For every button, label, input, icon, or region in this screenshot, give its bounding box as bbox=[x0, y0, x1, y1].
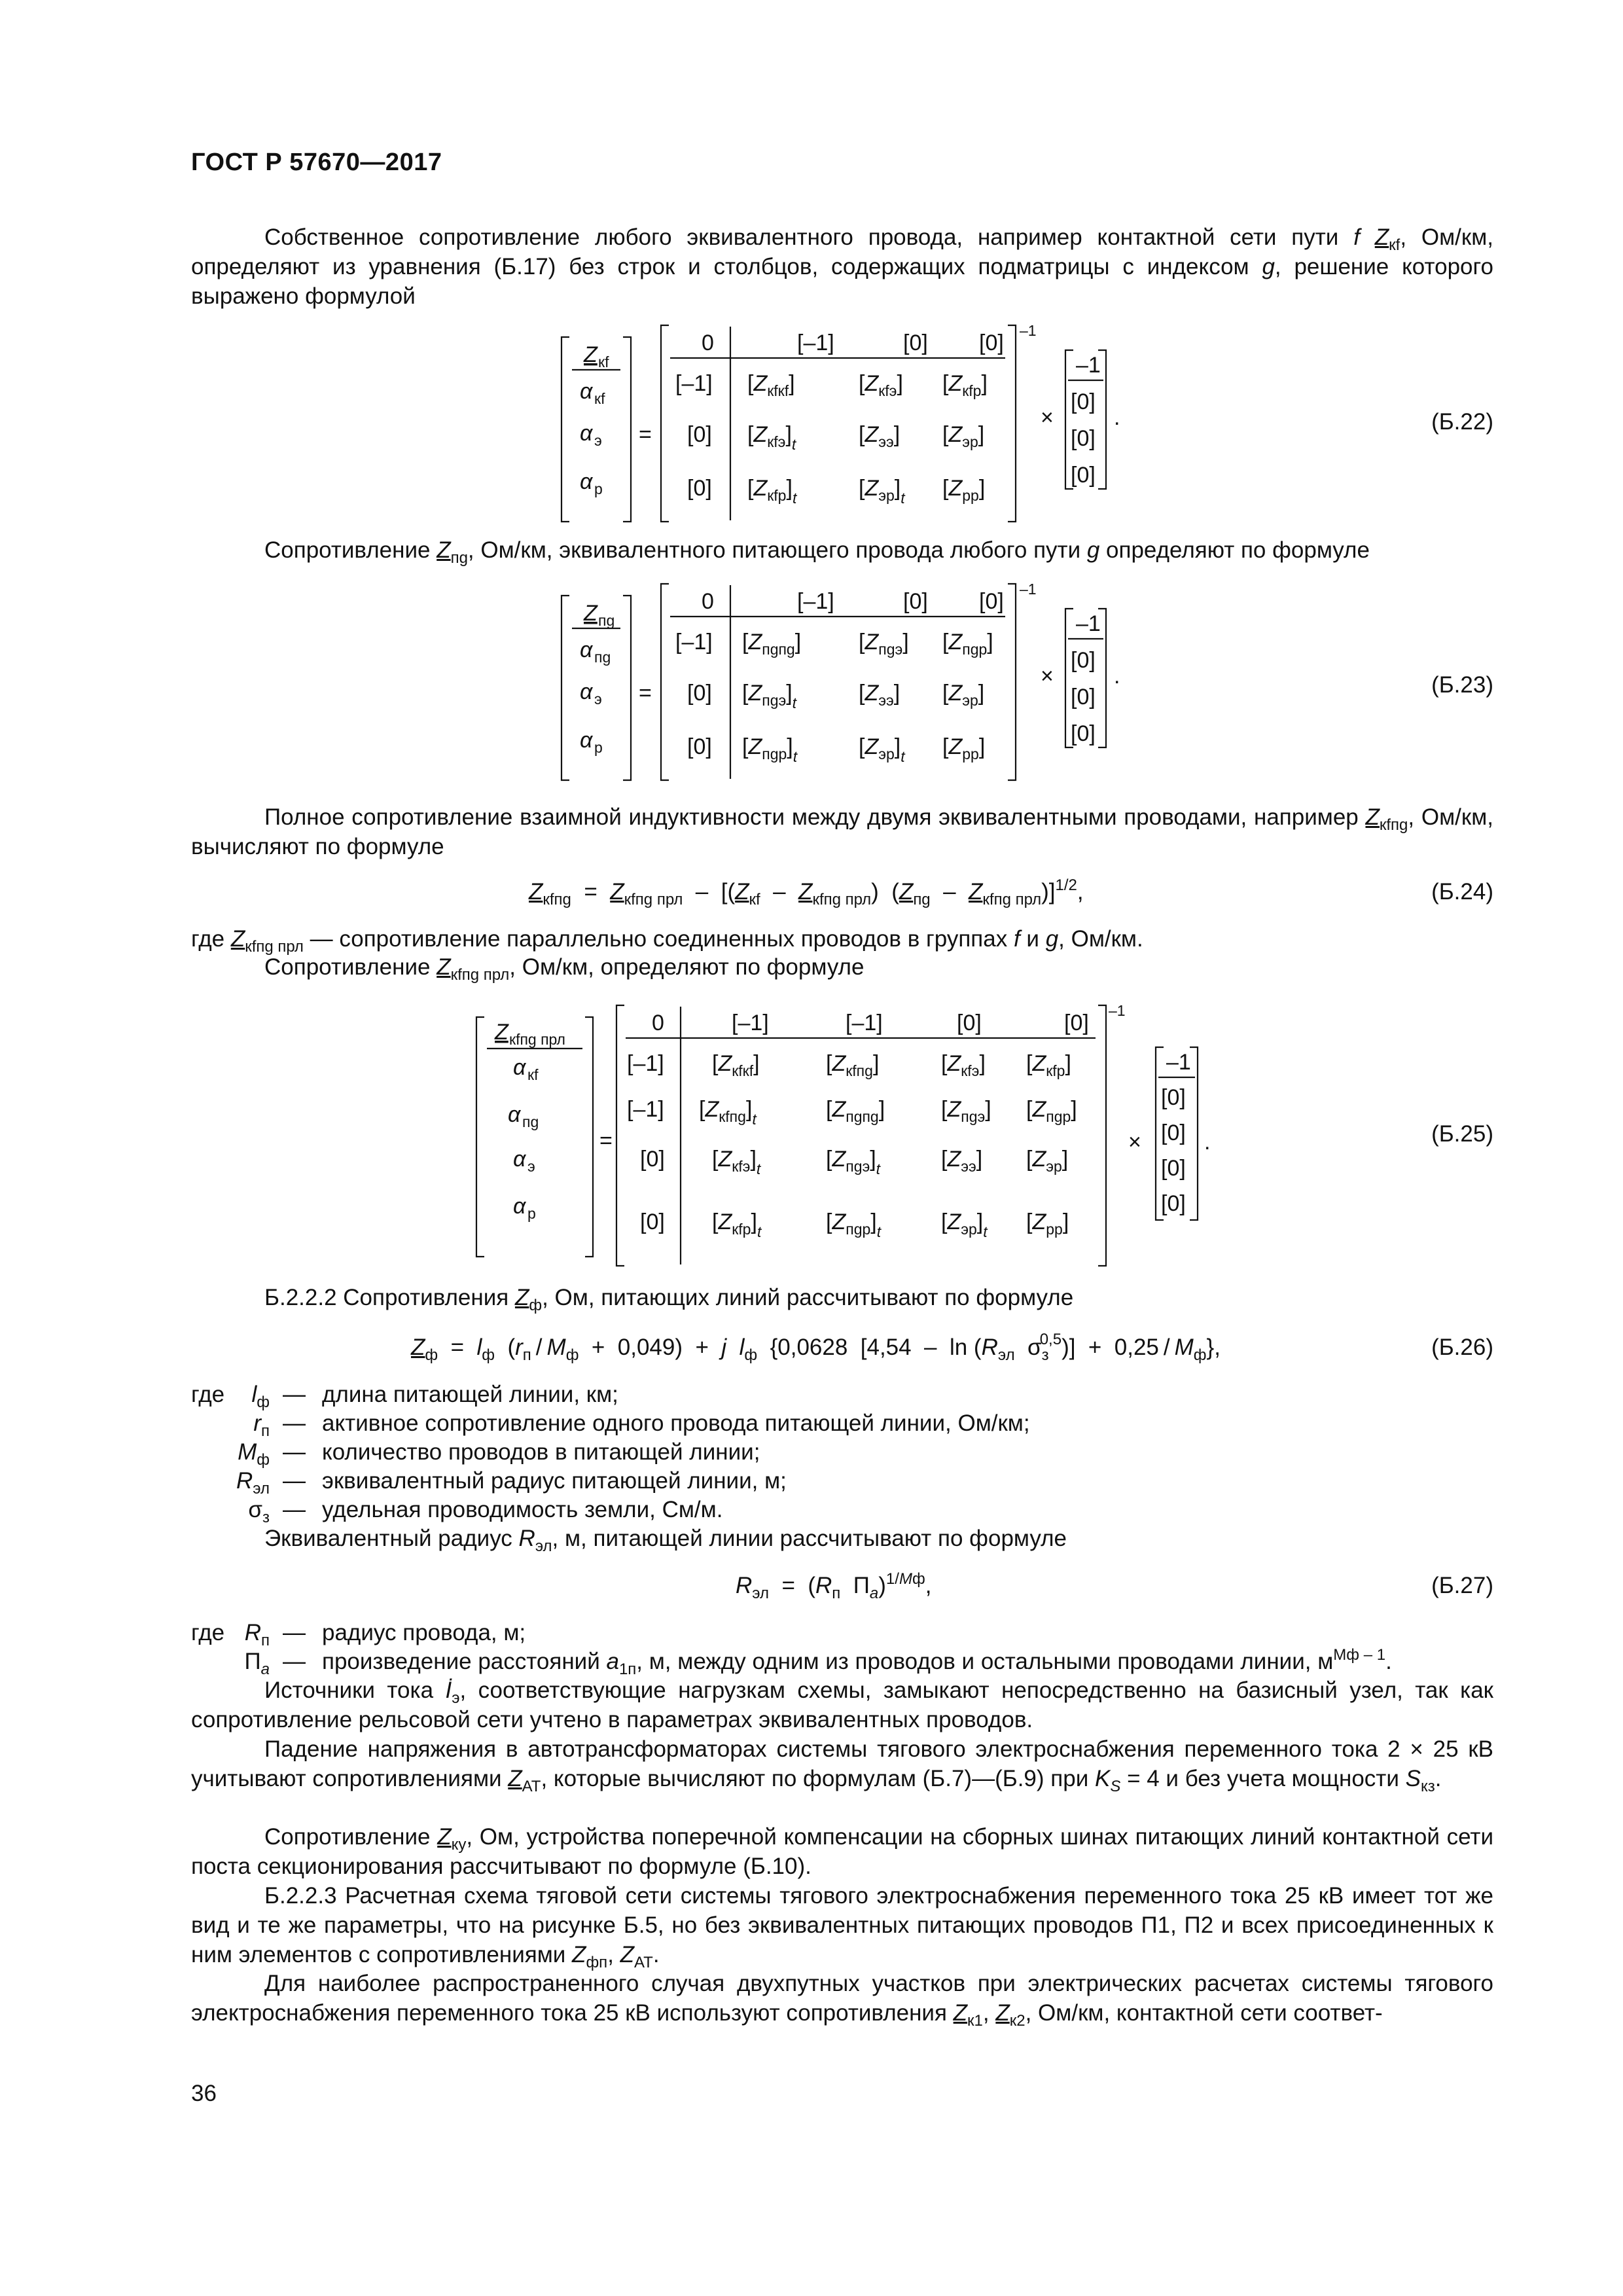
svg-text:[–1]: [–1] bbox=[627, 1051, 664, 1076]
svg-text:[0]: [0] bbox=[1161, 1191, 1186, 1216]
svg-text:[0]: [0] bbox=[1071, 685, 1096, 709]
svg-text:=: = bbox=[639, 681, 652, 706]
svg-text:α: α bbox=[580, 421, 593, 446]
svg-text:[–1]: [–1] bbox=[797, 589, 834, 614]
equation-number-b25: (Б.25) bbox=[1431, 1121, 1493, 1147]
equation-number-b23: (Б.23) bbox=[1431, 672, 1493, 698]
svg-text:[0]: [0] bbox=[1064, 1011, 1089, 1035]
svg-text:э: э bbox=[527, 1158, 535, 1175]
paragraph-9: Падение напряжения в автотрансформаторах системы тягового электроснабжения переменного тока 2 × 25 кВ учитывают сопротивлениями $Z_{АТ}$, которые вычисляют по формулам (Б.7)—(Б.9) при $K_S = 4$ и без учета мощности $S_{кз}$. bbox=[191, 1736, 1493, 1795]
svg-text:[Zпgэ]: $[Z_{пgэ}]$ bbox=[859, 630, 909, 658]
svg-text:[0]: [0] bbox=[687, 681, 712, 706]
svg-text:[Zэр]t: $[Z_{эр}]_t$ bbox=[941, 1210, 988, 1240]
svg-text:[0]: [0] bbox=[1071, 721, 1096, 746]
svg-text:[Zэр]t: $[Z_{эр}]_t$ bbox=[859, 476, 905, 507]
svg-text:[0]: [0] bbox=[640, 1210, 665, 1234]
svg-text:[Zкfкf]: $[Z_{кfкf}]$ bbox=[747, 371, 795, 399]
svg-text:[Zпgэ]t: $[Z_{пgэ}]_t$ bbox=[826, 1147, 881, 1177]
svg-text:[–1]: [–1] bbox=[675, 371, 713, 396]
svg-text:α: α bbox=[580, 728, 593, 753]
svg-text:[0]: [0] bbox=[1161, 1156, 1186, 1181]
svg-text:[Zээ]: $[Z_{ээ}]$ bbox=[941, 1147, 983, 1175]
svg-text:[Zпgр]: $[Z_{пgр}]$ bbox=[942, 630, 993, 658]
svg-text:0: 0 bbox=[702, 331, 714, 355]
svg-text:пg: пg bbox=[598, 612, 615, 629]
svg-text:э: э bbox=[594, 691, 602, 708]
svg-text:[0]: [0] bbox=[1071, 426, 1096, 451]
paragraph-11: Б.2.2.3 Расчетная схема тяговой сети системы тягового электроснабжения переменного тока 25 кВ имеет тот же вид и те же параметры, что на рисунке Б.5, но без эквивалентных питающих проводов П1, П2 и всех присоединенных к ним элементов с сопротивлениями $Z_{фп}$, $Z_{АТ}$. bbox=[191, 1883, 1493, 1971]
svg-text:[Zкfр]: $[Z_{кfр}]$ bbox=[942, 371, 988, 399]
svg-text:пg: пg bbox=[594, 649, 611, 666]
equation-b26: $Z_ф = l_ф$ $(r_п / M_ф + 0,049) + j$ $l_ф$ {0,0628 [$4,54 - \ln (R_{эл}$ $\sigma_з^{0,5})] + 0,25 / M_ф$}, bbox=[411, 1331, 1221, 1364]
svg-text:Z: Z bbox=[584, 601, 597, 626]
svg-text:α: α bbox=[513, 1147, 526, 1172]
svg-text:р: р bbox=[527, 1205, 536, 1222]
svg-text:[Zкfр]t: $[Z_{кfр}]_t$ bbox=[712, 1210, 762, 1240]
svg-text:[Zпgэ]t: $[Z_{пgэ}]_t$ bbox=[742, 681, 797, 711]
svg-text:[0]: [0] bbox=[903, 589, 928, 614]
svg-text:[Zкfр]t: $[Z_{кfр}]_t$ bbox=[747, 476, 797, 507]
svg-text:×: × bbox=[1041, 405, 1054, 430]
paragraph-12: Для наиболее распространенного случая двухпутных участков при электрических расчетах системы тягового электроснабжения переменного тока 25 кВ используют сопротивления $Z_{к1}$, $Z_{к2}$, Ом/км, контактной сети соответ- bbox=[191, 1971, 1493, 2030]
svg-text:=: = bbox=[599, 1128, 613, 1153]
svg-text:кfпg прл: кfпg прл bbox=[509, 1031, 565, 1048]
svg-text:[Zкfкf]: $[Z_{кfкf}]$ bbox=[712, 1051, 760, 1079]
svg-text:α: α bbox=[508, 1102, 521, 1127]
equation-number-b26: (Б.26) bbox=[1431, 1335, 1493, 1360]
paragraph-7: Эквивалентный радиус $R_{эл}$, м, питающей линии рассчитывают по формуле bbox=[264, 1526, 1067, 1555]
svg-text:[0]: [0] bbox=[687, 476, 712, 501]
paragraph-2: Сопротивление $Z_{пg}$, Ом/км, эквивалентного питающего провода любого пути g определяют по формуле bbox=[264, 537, 1370, 567]
svg-text:[Zээ]: $[Z_{ээ}]$ bbox=[859, 681, 901, 709]
svg-text:α: α bbox=[580, 679, 593, 704]
svg-text:[Zкfпg]t: $[Z_{кfпg}]_t$ bbox=[699, 1097, 757, 1128]
svg-text:.: . bbox=[1114, 405, 1120, 430]
svg-text:[0]: [0] bbox=[979, 589, 1004, 614]
svg-text:–1: –1 bbox=[1020, 581, 1037, 598]
svg-text:[0]: [0] bbox=[687, 734, 712, 759]
svg-text:[Zпgр]: $[Z_{пgр}]$ bbox=[1026, 1097, 1077, 1125]
svg-text:α: α bbox=[580, 637, 593, 662]
svg-text:р: р bbox=[594, 480, 603, 497]
svg-text:[Zкfэ]: $[Z_{кfэ}]$ bbox=[941, 1051, 986, 1079]
svg-text:кf: кf bbox=[598, 353, 609, 370]
vec-z-kf: Z bbox=[584, 342, 597, 367]
svg-text:[Zпgр]t: $[Z_{пgр}]_t$ bbox=[742, 734, 798, 765]
svg-text:[Zэр]t: $[Z_{эр}]_t$ bbox=[859, 734, 905, 765]
svg-text:–1: –1 bbox=[1166, 1050, 1191, 1075]
svg-text:Z: Z bbox=[495, 1020, 508, 1045]
svg-text:α: α bbox=[580, 379, 593, 404]
svg-text:[0]: [0] bbox=[1071, 389, 1096, 414]
page-number: 36 bbox=[191, 2081, 217, 2106]
svg-text:[Zэр]: $[Z_{эр}]$ bbox=[1026, 1147, 1069, 1175]
equation-number-b22: (Б.22) bbox=[1431, 409, 1493, 435]
svg-text:кf: кf bbox=[594, 390, 605, 407]
equation-b23 bbox=[556, 576, 1145, 785]
svg-text:[0]: [0] bbox=[1071, 648, 1096, 673]
svg-text:[Zээ]: $[Z_{ээ}]$ bbox=[859, 422, 901, 450]
svg-text:–1: –1 bbox=[1076, 611, 1101, 636]
svg-text:[Zкfэ]t: $[Z_{кfэ}]_t$ bbox=[712, 1147, 761, 1177]
svg-text:[Zрр]: $[Z_{рр}]$ bbox=[942, 734, 986, 762]
svg-text:–1: –1 bbox=[1109, 1002, 1126, 1019]
svg-text:[–1]: [–1] bbox=[675, 630, 713, 655]
svg-text:α: α bbox=[580, 469, 593, 494]
svg-text:[0]: [0] bbox=[957, 1011, 982, 1035]
svg-text:[Zрр]: $[Z_{рр}]$ bbox=[942, 476, 986, 504]
svg-text:[0]: [0] bbox=[1161, 1085, 1186, 1110]
svg-text:×: × bbox=[1128, 1130, 1141, 1155]
svg-text:[0]: [0] bbox=[1071, 463, 1096, 488]
svg-text:[0]: [0] bbox=[687, 422, 712, 447]
svg-text:[Zкfэ]t: $[Z_{кfэ}]_t$ bbox=[747, 422, 796, 453]
svg-text:0: 0 bbox=[652, 1011, 664, 1035]
svg-text:[0]: [0] bbox=[903, 331, 928, 355]
equation-b27: $R_{эл} = (R_п$ $П_a)^{1/Mф}$, bbox=[736, 1570, 932, 1602]
svg-text:[Zрр]: $[Z_{рр}]$ bbox=[1026, 1210, 1069, 1238]
svg-text:[–1]: [–1] bbox=[846, 1011, 883, 1035]
svg-text:[Zэр]: $[Z_{эр}]$ bbox=[942, 422, 985, 450]
svg-text:.: . bbox=[1204, 1130, 1211, 1155]
svg-text:[–1]: [–1] bbox=[627, 1097, 664, 1122]
svg-text:р: р bbox=[594, 739, 603, 756]
paragraph-1: Собственное сопротивление любого эквивалентного провода, например контактной сети пути f $Z_{кf}$, Ом/км, определяют из уравнения (Б.17) без строк и столбцов, содержащих подматрицы с индексом g, решение которого выражено формулой bbox=[191, 224, 1493, 309]
svg-text:–1: –1 bbox=[1076, 353, 1101, 378]
svg-text:э: э bbox=[594, 432, 602, 449]
svg-text:[Zпgр]t: $[Z_{пgр}]_t$ bbox=[826, 1210, 882, 1240]
paragraph-5: Сопротивление $Z_{кfпg прл}$, Ом/км, определяют по формуле bbox=[264, 954, 865, 984]
svg-text:α: α bbox=[513, 1194, 526, 1219]
svg-text:[Zкfэ]: $[Z_{кfэ}]$ bbox=[859, 371, 903, 399]
equation-number-b27: (Б.27) bbox=[1431, 1573, 1493, 1598]
svg-text:[Zпgпg]: $[Z_{пgпg}]$ bbox=[742, 630, 802, 658]
svg-text:[Zпgэ]: $[Z_{пgэ}]$ bbox=[941, 1097, 991, 1125]
paragraph-6: Б.2.2.2 Сопротивления $Z_ф$, Ом, питающих линий рассчитывают по формуле bbox=[264, 1285, 1074, 1314]
equation-b22 bbox=[556, 317, 1145, 527]
svg-text:–1: –1 bbox=[1020, 322, 1037, 339]
svg-text:[–1]: [–1] bbox=[732, 1011, 769, 1035]
svg-text:[0]: [0] bbox=[979, 331, 1004, 355]
svg-text:[Zкfпg]: $[Z_{кfпg}]$ bbox=[826, 1051, 880, 1079]
document-header: ГОСТ Р 57670—2017 bbox=[191, 149, 442, 176]
equation-b25 bbox=[473, 997, 1232, 1272]
svg-text:.: . bbox=[1114, 664, 1120, 689]
svg-text:=: = bbox=[639, 422, 652, 447]
paragraph-3: Полное сопротивление взаимной индуктивности между двумя эквивалентными проводами, например $Z_{кfпg}$, Ом/км, вычисляют по формуле bbox=[191, 804, 1493, 859]
svg-text:α: α bbox=[513, 1055, 526, 1080]
svg-text:×: × bbox=[1041, 664, 1054, 689]
svg-text:кf: кf bbox=[527, 1066, 539, 1083]
svg-text:[–1]: [–1] bbox=[797, 331, 834, 355]
equation-number-b24: (Б.24) bbox=[1431, 879, 1493, 905]
svg-text:[Zпgпg]: $[Z_{пgпg}]$ bbox=[826, 1097, 885, 1125]
svg-text:[0]: [0] bbox=[1161, 1121, 1186, 1145]
svg-text:[0]: [0] bbox=[640, 1147, 665, 1172]
paragraph-10: Сопротивление $Z_{ку}$, Ом, устройства поперечной компенсации на сборных шинах питающих линий контактной сети поста секционирования рассчитывают по формуле (Б.10). bbox=[191, 1824, 1493, 1879]
svg-text:[Zкfр]: $[Z_{кfр}]$ bbox=[1026, 1051, 1071, 1079]
equation-b24: $Z_{кfпg} = Z_{кfпg прл} - [(Z_{кf} - Z_{кfпg прл})$ $(Z_{пg} - Z_{кfпg прл})]^{1/2}$, bbox=[529, 876, 1084, 908]
svg-text:[Zэр]: $[Z_{эр}]$ bbox=[942, 681, 985, 709]
paragraph-4: где $Z_{кfпg прл}$ — сопротивление параллельно соединенных проводов в группах f и g, Ом/км. bbox=[191, 926, 1143, 956]
svg-text:0: 0 bbox=[702, 589, 714, 614]
paragraph-8: Источники тока $İ_э$, соответствующие нагрузкам схемы, замыкают непосредственно на базисный узел, так как сопротивление рельсовой сети учтено в параметрах эквивалентных проводов. bbox=[191, 1677, 1493, 1732]
svg-text:пg: пg bbox=[522, 1113, 539, 1130]
